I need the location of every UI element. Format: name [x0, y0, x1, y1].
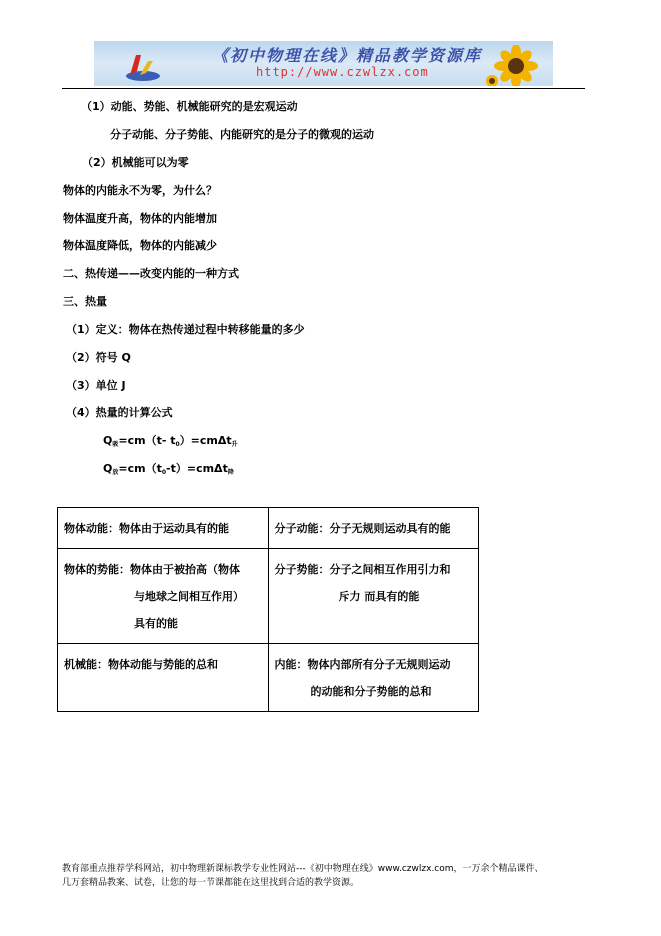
text-line-5: 物体温度升高，物体的内能增加 — [63, 212, 217, 225]
table-cell-potential-energy: 物体的势能：物体由于被抬高（物体 与地球之间相互作用） 具有的能 — [58, 549, 269, 644]
formula-absorb: $Q_吸=cm(t-$ $t_0)=cm\Delta t_升$ — [103, 434, 238, 448]
header-rule — [62, 88, 585, 89]
table-cell-mechanical-energy: 机械能：物体动能与势能的总和 — [58, 644, 269, 712]
table-cell-internal-energy: 内能：物体内部所有分子无规则运动 的动能和分子势能的总和 — [268, 644, 479, 712]
table-cell-molecular-kinetic-energy: 分子动能：分子无规则运动具有的能 — [268, 508, 479, 549]
table-row — [58, 644, 479, 712]
table-row — [58, 549, 479, 644]
section-heading-heat: 三、热量 — [63, 295, 107, 308]
text-line-6: 物体温度降低，物体的内能减少 — [63, 239, 217, 252]
formula-release: $Q_放=cm(t_0-t)=cm\Delta t_降$ — [103, 462, 234, 476]
header-banner — [94, 41, 553, 86]
text-line-4: 物体的内能永不为零，为什么？ — [63, 184, 217, 197]
text-line-symbol: （2）符号 Q — [66, 351, 131, 364]
text-line-2: 分子动能、分子势能、内能研究的是分子的微观的运动 — [110, 128, 374, 141]
text-line-1: （1）动能、势能、机械能研究的是宏观运动 — [81, 100, 298, 113]
section-heading-heat-transfer: 二、热传递——改变内能的一种方式 — [63, 267, 239, 280]
banner-url[interactable]: http://www.czwlzx.com — [256, 65, 429, 79]
footer-line-1: 教育部重点推荐学科网站，初中物理新课标教学专业性网站---《初中物理在线》www.czwlzx.com，一万余个精品课件、 — [62, 864, 544, 874]
table-cell-kinetic-energy: 物体动能：物体由于运动具有的能 — [58, 508, 269, 549]
text-line-formula-heading: （4）热量的计算公式 — [66, 406, 173, 419]
text-line-3: （2）机械能可以为零 — [82, 156, 189, 169]
energy-concepts-table — [57, 507, 479, 712]
site-logo-icon — [124, 49, 162, 83]
table-cell-molecular-potential-energy: 分子势能：分子之间相互作用引力和 斥力 而具有的能 — [268, 549, 479, 644]
table-row — [58, 508, 479, 549]
text-line-unit: （3）单位 J — [66, 379, 126, 392]
banner-title: 《初中物理在线》精品教学资源库 — [212, 46, 483, 65]
footer-line-2: 几万套精品教案、试卷，让您的每一节课都能在这里找到合适的教学资源。 — [62, 878, 360, 888]
page-footer — [62, 862, 607, 890]
text-line-definition: （1）定义：物体在热传递过程中转移能量的多少 — [66, 323, 305, 336]
sunflower-icon — [486, 45, 546, 86]
